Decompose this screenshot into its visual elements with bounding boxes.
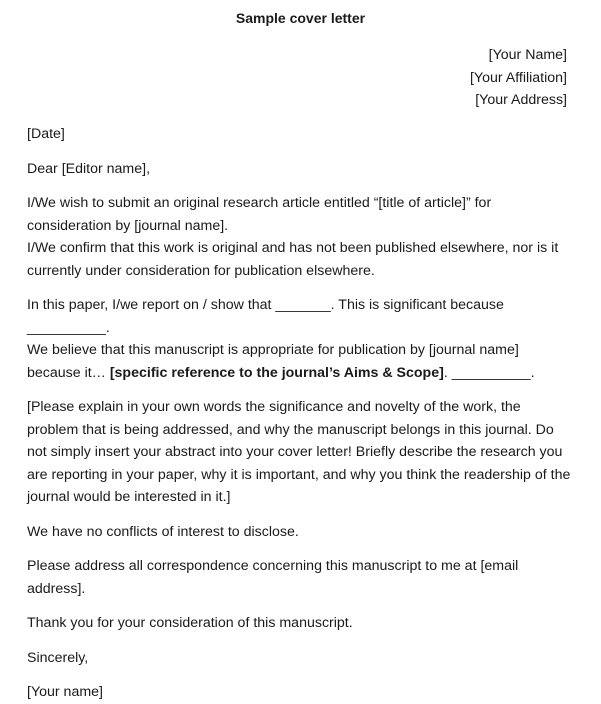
signature-line: [Your name] (27, 684, 103, 700)
date-line: [Date] (27, 126, 65, 142)
correspondence-paragraph: Please address all correspondence concerning this manuscript to me at [email address]. (27, 558, 519, 597)
sender-affiliation: [Your Affiliation] (469, 69, 567, 86)
letter-body (27, 123, 572, 704)
sender-address: [Your Address] (475, 92, 567, 108)
aims-scope-reference: [specific reference to the journal’s Aims & Scope] (109, 364, 444, 381)
sender-block (470, 44, 567, 112)
document-title: Sample cover letter (235, 10, 366, 26)
report-paragraph-1: In this paper, I/we report on / show that _______. This is significant because __________. (27, 297, 504, 336)
intro-paragraph-1: I/We wish to submit an original research article entitled “[title of article]” for consideration by [journal name]. (27, 195, 492, 234)
closing-line: Sincerely, (27, 649, 89, 666)
report-paragraph-2 (27, 339, 572, 384)
report-text-b: . __________. (443, 364, 535, 381)
explanation-paragraph: [Please explain in your own words the significance and novelty of the work, the problem that is being addressed, and why the manuscript belongs in this journal. Do not simply insert your abstract into your cover letter! Briefly describe the research you are reporting in your paper, why it is important, and why you think the readership of the journal would be interested in it.] (27, 399, 571, 505)
report-text-a: We believe that this manuscript is appropriate for publication by [journal name] because it… (27, 342, 519, 381)
sender-name: [Your Name] (488, 47, 567, 63)
salutation: Dear [Editor name], (27, 160, 151, 177)
conflicts-statement: We have no conflicts of interest to disclose. (27, 523, 299, 540)
thanks-line: Thank you for your consideration of this manuscript. (27, 615, 353, 631)
intro-paragraph-2: I/We confirm that this work is original and has not been published elsewhere, nor is it currently under consideration for publication elsewhere. (27, 240, 559, 279)
